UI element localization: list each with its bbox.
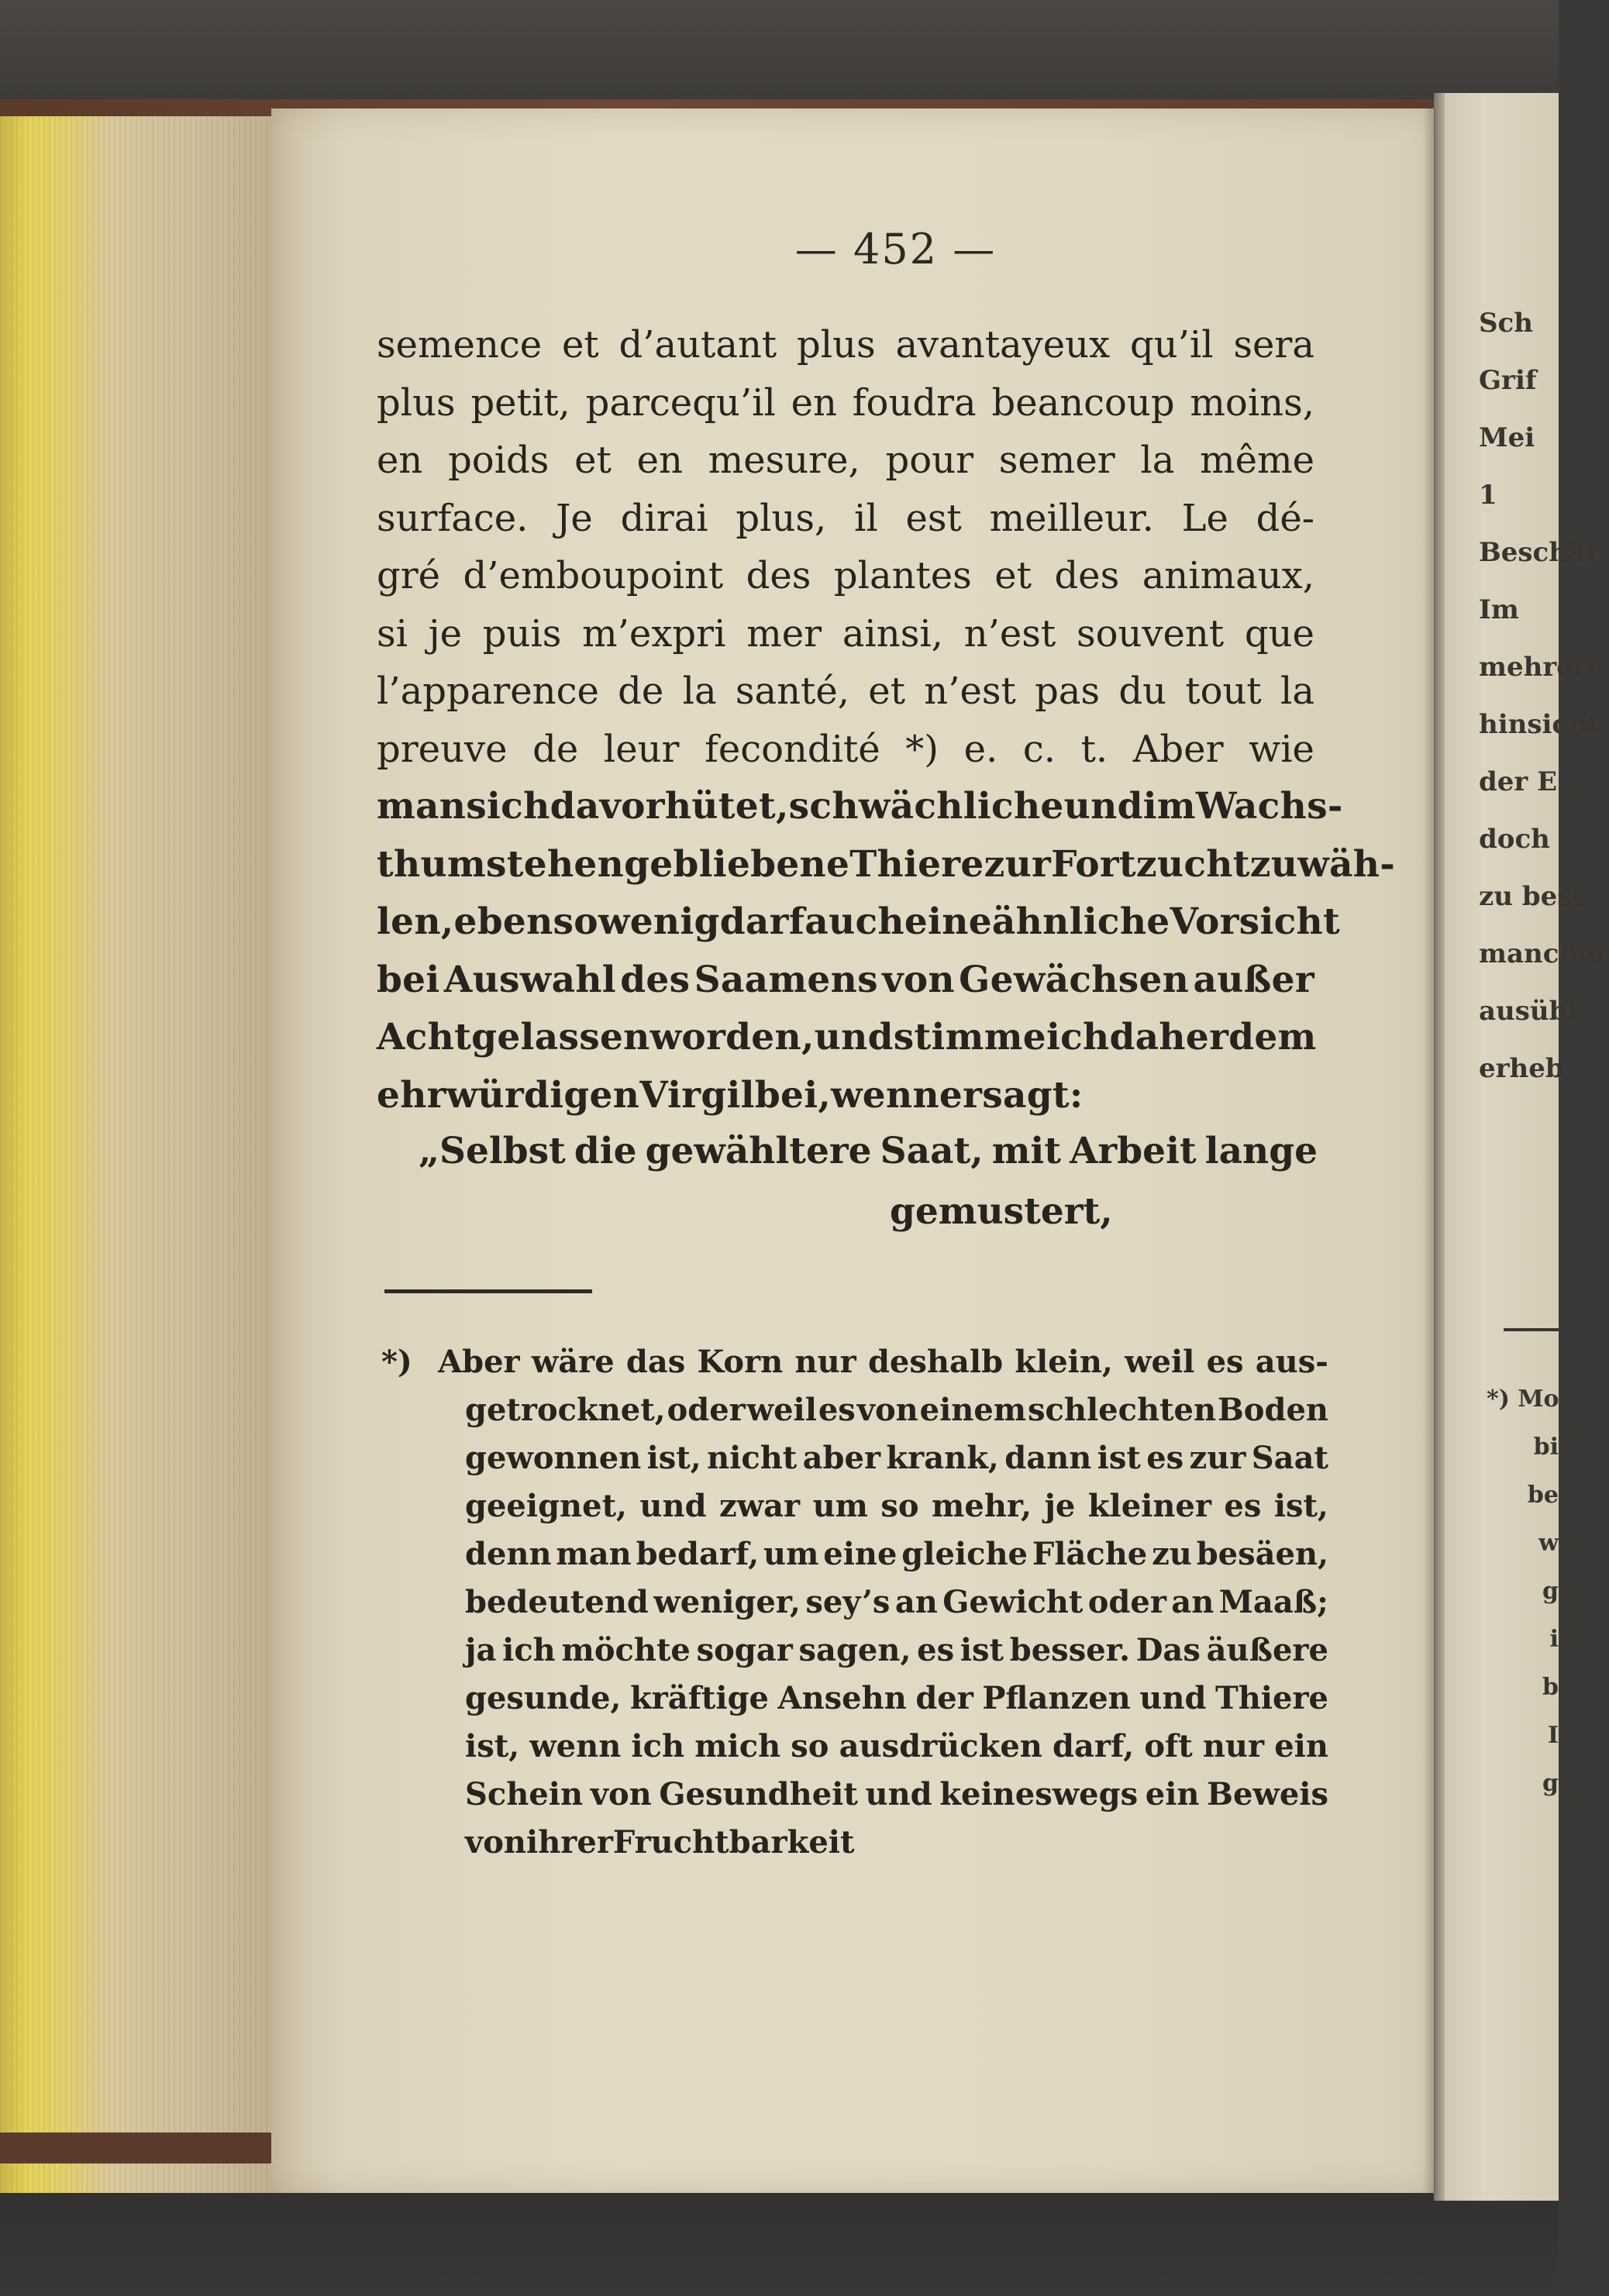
word: je — [1044, 1488, 1076, 1524]
word: oder — [667, 1392, 746, 1428]
word: des — [620, 958, 691, 1001]
word: c. — [1022, 727, 1056, 771]
footnote-line — [381, 1819, 1328, 1867]
word: eine — [823, 1536, 898, 1572]
word: keineswegs — [939, 1776, 1139, 1812]
text-line — [377, 778, 1343, 836]
next-page-fragment: Grif — [1479, 365, 1537, 396]
word: wie — [1249, 727, 1314, 771]
text-line — [377, 316, 1314, 374]
text-line — [377, 1067, 1314, 1125]
word: Thiere — [849, 842, 984, 886]
word: mehr, — [932, 1488, 1032, 1524]
page-number: — 452 — — [794, 225, 997, 274]
word: il — [854, 496, 878, 540]
word: même — [1200, 439, 1314, 482]
word: fecondité — [705, 727, 880, 771]
word: Gewächsen — [959, 958, 1190, 1001]
word: auch — [804, 900, 904, 943]
word: von — [882, 958, 955, 1001]
word: besser. — [1009, 1632, 1130, 1668]
word: ja — [465, 1632, 497, 1668]
word: e. — [963, 727, 998, 771]
word: der — [915, 1680, 973, 1716]
word: preuve — [377, 727, 508, 771]
word: thum — [377, 842, 486, 886]
word: Pflanzen — [982, 1680, 1131, 1716]
word: nur — [1202, 1728, 1265, 1764]
word: Saamens — [694, 958, 878, 1001]
word: Le — [1181, 496, 1228, 540]
word: mit — [991, 1130, 1061, 1172]
word: Fruchtbarkeit — [612, 1824, 855, 1861]
word: Virgil — [639, 1073, 755, 1117]
word: es — [917, 1632, 955, 1668]
word: la — [1140, 439, 1175, 482]
word: mer — [746, 611, 822, 656]
word: zwar — [718, 1488, 801, 1524]
word: und — [1139, 1680, 1207, 1716]
word: wenn — [831, 1073, 939, 1117]
word: semence — [377, 323, 543, 367]
word: man — [377, 785, 467, 828]
word: ihrer — [526, 1824, 613, 1861]
word: kleiner — [1087, 1488, 1211, 1524]
word: la — [1280, 670, 1314, 713]
word: de — [532, 727, 579, 771]
next-page-footnote-fragment: w — [1538, 1530, 1559, 1557]
word: äußere — [1206, 1632, 1328, 1668]
word: zur — [1189, 1440, 1246, 1476]
page-stack-edge — [0, 116, 279, 2193]
word: „Selbst — [419, 1130, 566, 1172]
word: darf — [719, 900, 805, 943]
text-line — [377, 547, 1314, 605]
word: um — [763, 1536, 819, 1572]
word: wäre — [531, 1344, 615, 1380]
word: n’est — [924, 670, 1016, 713]
next-page-footnote-fragment: I — [1547, 1722, 1559, 1749]
footnote — [381, 1338, 1328, 1867]
next-page-footnote-fragment: g — [1542, 1770, 1559, 1797]
text-line — [377, 374, 1314, 432]
word: gleiche — [901, 1536, 1028, 1572]
word: ich — [502, 1632, 556, 1668]
word: Korn — [697, 1344, 784, 1380]
page-number-header — [0, 225, 1559, 287]
next-page-footnote-fragment: bi — [1533, 1434, 1559, 1461]
next-page-footnote-fragment: *) Mo — [1487, 1386, 1559, 1413]
word: wenn — [529, 1728, 622, 1764]
word: en — [377, 439, 423, 482]
word: gewonnen — [465, 1440, 642, 1476]
word: und — [639, 1488, 707, 1524]
word: Das — [1135, 1632, 1201, 1668]
word: von — [590, 1776, 652, 1812]
word: sich — [466, 785, 550, 828]
word: Beweis — [1207, 1776, 1328, 1812]
word: einem — [919, 1392, 1027, 1428]
word: dann — [1004, 1440, 1092, 1476]
word: und — [1063, 785, 1143, 828]
word: deshalb — [867, 1344, 1004, 1380]
word: es — [1206, 1344, 1244, 1380]
word: ein — [1274, 1728, 1328, 1764]
word: sagt: — [982, 1073, 1084, 1117]
word: je — [428, 611, 463, 656]
text-line — [377, 952, 1314, 1010]
word: animaux, — [1142, 554, 1314, 597]
word: dirai — [620, 496, 708, 540]
word: gelassen — [471, 1016, 650, 1059]
word: t. — [1080, 727, 1108, 771]
word: denn — [465, 1536, 552, 1572]
word: oft — [1144, 1728, 1193, 1764]
word: Vorsicht — [1170, 900, 1340, 943]
word: Maaß; — [1218, 1584, 1328, 1620]
word: aber — [802, 1440, 881, 1476]
next-page-fragment: Beschäf — [1479, 537, 1597, 568]
text-line — [377, 605, 1314, 663]
next-page-footnote-rule — [1504, 1328, 1559, 1331]
word: getrocknet, — [465, 1392, 666, 1428]
word: schwächliche — [788, 785, 1064, 828]
word: des — [746, 554, 811, 597]
footnote-line — [381, 1482, 1328, 1530]
word: bei — [377, 958, 440, 1001]
word: möchte — [561, 1632, 691, 1668]
word: d’autant — [618, 323, 777, 367]
word: so — [553, 900, 598, 943]
word: gewähltere — [645, 1130, 872, 1172]
word: geeignet, — [465, 1488, 627, 1524]
next-page-footnote-fragments — [1487, 1375, 1559, 1808]
word: et — [562, 323, 599, 367]
word: das — [625, 1344, 686, 1380]
word: außer — [1193, 958, 1314, 1001]
word: kräftige — [629, 1680, 769, 1716]
word: ainsi, — [842, 611, 943, 656]
word: Aber — [438, 1344, 520, 1380]
next-page-fragment: erheb — [1479, 1053, 1564, 1084]
page-gutter-shadow — [1423, 108, 1435, 2193]
word: avantayeux — [895, 323, 1111, 367]
word: est — [905, 496, 962, 540]
word: und — [865, 1776, 932, 1812]
word: sogar — [696, 1632, 793, 1668]
word: len, — [377, 900, 454, 943]
word: an — [1171, 1584, 1215, 1620]
word: m’expri — [582, 611, 726, 656]
word: von — [856, 1392, 918, 1428]
next-page-text-fragments — [1479, 294, 1609, 1097]
word: si — [377, 611, 408, 656]
next-page-fragment: mehrere — [1479, 652, 1604, 683]
word: plantes — [833, 554, 972, 597]
word: parcequ’il — [585, 380, 776, 425]
word: oder — [1087, 1584, 1166, 1620]
word: petit, — [470, 380, 570, 425]
next-page-fragment: mancher — [1479, 938, 1609, 969]
text-line — [377, 836, 1396, 894]
word: bedarf, — [636, 1536, 760, 1572]
footnote-mark: *) — [381, 1344, 412, 1380]
text-line — [377, 1009, 1317, 1067]
word: Thiere — [1215, 1680, 1328, 1716]
word: es — [1146, 1440, 1184, 1476]
word: Arbeit — [1070, 1130, 1197, 1172]
next-page-fragment: doch — [1479, 824, 1550, 855]
main-text — [377, 316, 1396, 1124]
verse-quote-line-1 — [419, 1130, 1318, 1172]
text-line — [377, 432, 1314, 490]
text-line — [377, 893, 1340, 952]
next-page-fragment: zu bese — [1479, 881, 1590, 912]
word: pas — [1035, 670, 1101, 713]
word: ich — [1046, 1016, 1110, 1059]
word: tout — [1185, 670, 1262, 713]
word: schlechten — [1028, 1392, 1217, 1428]
word: ist — [1097, 1440, 1141, 1476]
word: krank, — [886, 1440, 999, 1476]
word: ein — [1145, 1776, 1200, 1812]
word: zu — [1152, 1536, 1192, 1572]
word: ehrwürdigen — [377, 1073, 640, 1117]
next-page-fragment: Mei — [1479, 422, 1535, 453]
word: zur — [984, 842, 1052, 886]
word: beancoup — [991, 380, 1175, 425]
next-page-fragment: ausübt — [1479, 996, 1580, 1027]
word: puis — [482, 611, 562, 656]
word: poids — [448, 439, 550, 482]
footnote-line — [381, 1530, 1328, 1578]
word: semer — [998, 439, 1115, 482]
footnote-line — [381, 1771, 1328, 1819]
word: er — [939, 1073, 983, 1117]
word: nicht — [707, 1440, 798, 1476]
word: lange — [1204, 1130, 1318, 1172]
footnote-line — [381, 1723, 1328, 1771]
word: l’apparence — [377, 670, 599, 713]
word: besäen, — [1196, 1536, 1328, 1572]
word: Gesundheit — [659, 1776, 858, 1812]
footnote-line — [381, 1386, 1328, 1434]
next-page-footnote-fragment: b — [1542, 1674, 1559, 1701]
word: klein, — [1015, 1344, 1113, 1380]
word: davor — [550, 785, 665, 828]
next-page-fragment: Sch — [1479, 308, 1533, 339]
footnote-line — [381, 1578, 1328, 1626]
word: meilleur. — [989, 496, 1154, 540]
word: darf, — [1052, 1728, 1135, 1764]
word: Gewicht — [942, 1584, 1084, 1620]
word: souvent — [1076, 611, 1225, 656]
word: Fläche — [1032, 1536, 1148, 1572]
word: Ansehn — [777, 1680, 907, 1716]
word: es — [1224, 1488, 1262, 1524]
word: Je — [556, 496, 593, 540]
word: weil — [1125, 1344, 1195, 1380]
word: so — [880, 1488, 919, 1524]
word: en — [636, 439, 683, 482]
word: hütet, — [664, 785, 789, 828]
word: dem — [1228, 1016, 1317, 1059]
next-page-footnote-fragment: i — [1549, 1626, 1559, 1653]
text-line — [377, 721, 1314, 779]
next-page-fragment: Im — [1479, 594, 1519, 625]
word: Saat, — [880, 1130, 984, 1172]
word: plus — [377, 380, 456, 425]
word: *) — [905, 727, 939, 771]
word: gré — [377, 554, 441, 597]
word: pour — [885, 439, 974, 482]
word: que — [1244, 611, 1314, 656]
footnote-line — [381, 1338, 1328, 1386]
word: eben — [453, 900, 553, 943]
word: plus — [796, 323, 876, 367]
text-line — [377, 490, 1314, 548]
word: et — [994, 554, 1032, 597]
word: moins, — [1190, 380, 1314, 425]
word: stimme — [893, 1016, 1046, 1059]
word: nur — [794, 1344, 856, 1380]
word: die — [574, 1130, 637, 1172]
word: n’est — [963, 611, 1056, 656]
word: weniger, — [653, 1584, 801, 1620]
word: um — [812, 1488, 868, 1524]
word: im — [1142, 785, 1196, 828]
word: wäh- — [1297, 842, 1396, 886]
text-line — [377, 663, 1314, 721]
next-page-fragment: hinsicht — [1479, 709, 1600, 740]
word: et — [574, 439, 612, 482]
word: des — [1054, 554, 1120, 597]
next-page-footnote-fragment: g — [1542, 1578, 1559, 1605]
word: plus, — [736, 496, 827, 540]
word: Boden — [1217, 1392, 1328, 1428]
word: bei, — [754, 1073, 832, 1117]
word: Aber — [1132, 727, 1224, 771]
word: wenig — [598, 900, 720, 943]
word: worden, — [649, 1016, 815, 1059]
word: Auswahl — [443, 958, 616, 1001]
word: en — [791, 380, 837, 425]
word: an — [894, 1584, 938, 1620]
word: ähnliche — [991, 900, 1170, 943]
word: de — [618, 670, 664, 713]
word: bedeutend — [465, 1584, 649, 1620]
word: ich — [631, 1728, 685, 1764]
word: so — [791, 1728, 829, 1764]
word: weil — [746, 1392, 817, 1428]
word: sagen, — [798, 1632, 911, 1668]
next-page-fragment: 1 — [1479, 480, 1497, 511]
word: la — [682, 670, 717, 713]
word: es — [818, 1392, 856, 1428]
book-cover-edge-bottom — [0, 2132, 310, 2163]
footnote-line — [381, 1626, 1328, 1675]
word: zu — [1249, 842, 1298, 886]
word: Fortzucht — [1051, 842, 1250, 886]
word: Acht — [377, 1016, 472, 1059]
next-page-fragment: der E — [1479, 766, 1558, 797]
word: und — [814, 1016, 894, 1059]
word: stehen — [485, 842, 625, 886]
word: qu’il — [1129, 323, 1214, 367]
word: gebliebene — [624, 842, 850, 886]
word: foudra — [852, 380, 977, 425]
word: aus- — [1255, 1344, 1328, 1380]
word: mich — [694, 1728, 781, 1764]
footnote-line — [381, 1675, 1328, 1723]
word: Schein — [465, 1776, 584, 1812]
word: mesure, — [708, 439, 860, 482]
word: dé- — [1256, 496, 1314, 540]
word: ist, — [646, 1440, 701, 1476]
next-page-footnote-fragment: be — [1527, 1482, 1559, 1509]
word: et — [868, 670, 905, 713]
word: du — [1118, 670, 1166, 713]
word: Wachs- — [1195, 785, 1343, 828]
word: santé, — [735, 670, 849, 713]
word: sey’s — [805, 1584, 891, 1620]
footnote-line — [381, 1434, 1328, 1482]
word: ist, — [465, 1728, 520, 1764]
word: leur — [603, 727, 680, 771]
word: d’emboupoint — [463, 554, 724, 597]
word: man — [556, 1536, 632, 1572]
word: ist, — [1273, 1488, 1328, 1524]
word: daher — [1109, 1016, 1229, 1059]
word: ausdrücken — [839, 1728, 1042, 1764]
word: gesunde, — [465, 1680, 622, 1716]
verse-quote-line-2: gemustert, — [890, 1190, 1113, 1233]
word: von — [465, 1824, 527, 1861]
word: surface. — [377, 496, 529, 540]
word: ist — [960, 1632, 1004, 1668]
word: Saat — [1251, 1440, 1328, 1476]
word: eine — [904, 900, 992, 943]
footnote-separator-rule — [384, 1289, 592, 1293]
word: sera — [1233, 323, 1314, 367]
